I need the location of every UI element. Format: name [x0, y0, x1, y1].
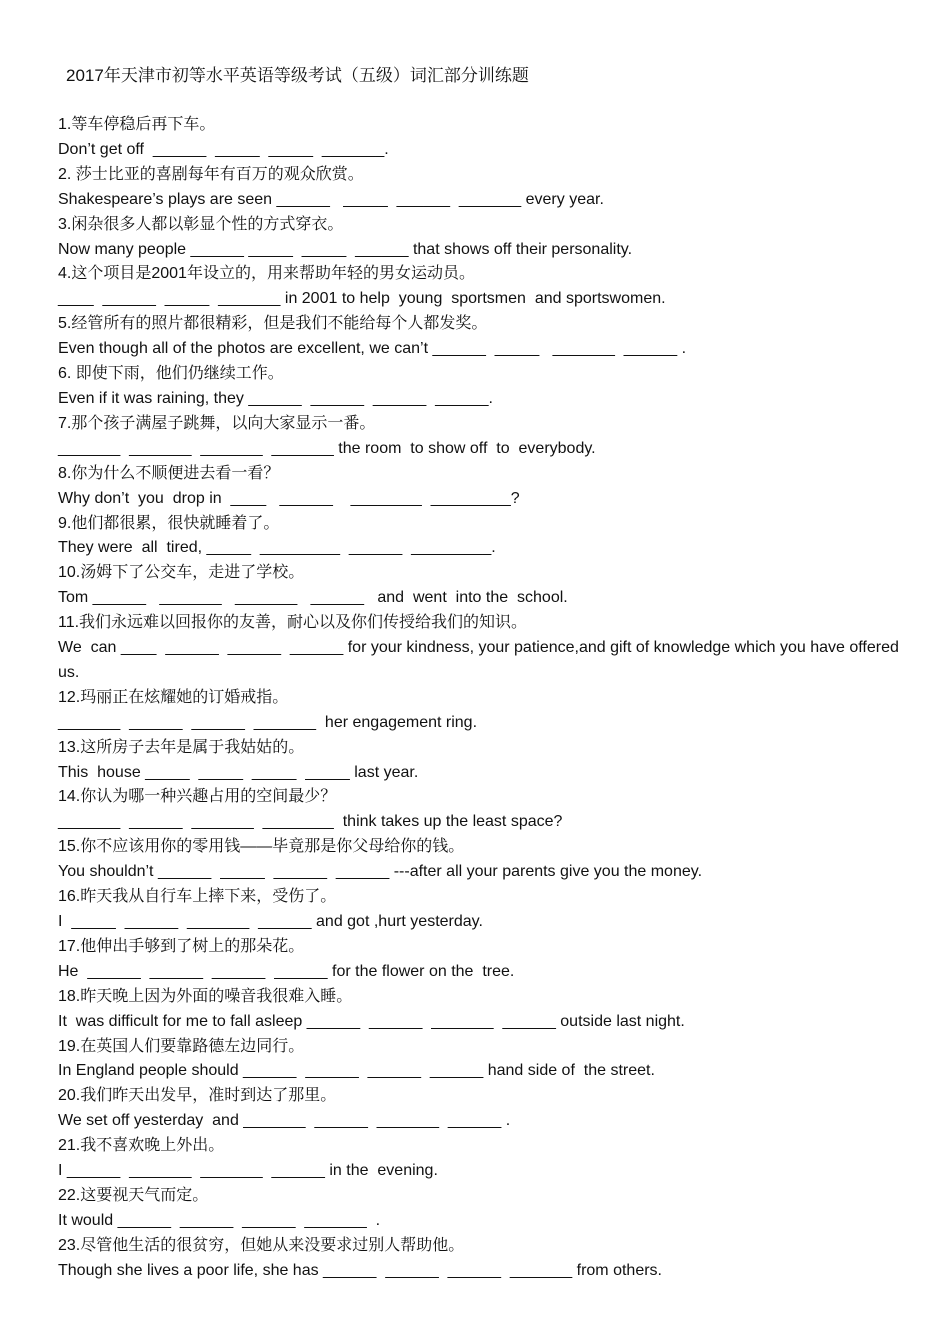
question-item [58, 1035, 908, 1085]
question-item [58, 412, 908, 462]
question-chinese-prompt: 18.昨天晚上因为外面的噪音我很难入睡。 [58, 987, 353, 1005]
question-item [58, 1234, 908, 1284]
question-item [58, 213, 908, 263]
question-english-blank: Shakespeare’s plays are seen ______ _____ ______ _______ every year. [58, 190, 604, 208]
question-item [58, 1184, 908, 1234]
question-chinese-prompt: 21.我不喜欢晚上外出。 [58, 1137, 225, 1155]
question-chinese-prompt: 6. 即使下雨，他们仍继续工作。 [58, 365, 284, 383]
question-item [58, 885, 908, 935]
question-item [58, 785, 908, 835]
question-item [58, 312, 908, 362]
question-english-blank: Though she lives a poor life, she has ______ ______ ______ _______ from others. [58, 1261, 662, 1279]
question-chinese-prompt: 19.在英国人们要靠路德左边同行。 [58, 1037, 305, 1055]
question-english-blank: You shouldn’t ______ _____ ______ ______ ---after all your parents give you the money. [58, 863, 703, 881]
question-item [58, 1134, 908, 1184]
question-english-blank: It would ______ ______ ______ _______ . [58, 1211, 381, 1229]
question-chinese-prompt: 10.汤姆下了公交车，走进了学校。 [58, 564, 305, 582]
question-item [58, 835, 908, 885]
question-english-blank: Now many people ______ _____ _____ ______ that shows off their personality. [58, 240, 633, 258]
question-chinese-prompt: 2. 莎士比亚的喜剧每年有百万的观众欣赏。 [58, 165, 364, 183]
question-item [58, 686, 908, 736]
question-english-blank: Even if it was raining, they ______ ______ ______ ______. [58, 389, 493, 407]
question-item [58, 1084, 908, 1134]
question-chinese-prompt: 17.他伸出手够到了树上的那朵花。 [58, 937, 305, 955]
question-item [58, 611, 908, 686]
question-chinese-prompt: 5.经管所有的照片都很精彩，但是我们不能给每个人都发奖。 [58, 315, 488, 333]
question-english-blank: _______ ______ ______ _______ her engagement ring. [58, 713, 478, 731]
question-chinese-prompt: 9.他们都很累，很快就睡着了。 [58, 514, 280, 532]
question-item [58, 113, 908, 163]
question-item [58, 561, 908, 611]
question-english-blank: Don’t get off ______ _____ _____ _______. [58, 140, 389, 158]
question-item [58, 985, 908, 1035]
question-chinese-prompt: 16.昨天我从自行车上摔下来，受伤了。 [58, 888, 337, 906]
question-english-blank: This house _____ _____ _____ _____ last year. [58, 763, 419, 781]
question-english-blank: It was difficult for me to fall asleep ______ ______ _______ ______ outside last night. [58, 1012, 685, 1030]
question-chinese-prompt: 4.这个项目是2001年设立的，用来帮助年轻的男女运动员。 [58, 265, 475, 283]
question-english-blank: Why don’t you drop in ____ ______ ________ _________? [58, 489, 520, 507]
question-item [58, 262, 908, 312]
question-chinese-prompt: 11.我们永远难以回报你的友善，耐心以及你们传授给我们的知识。 [58, 614, 528, 632]
question-chinese-prompt: 12.玛丽正在炫耀她的订婚戒指。 [58, 688, 289, 706]
question-english-blank: I ______ _______ _______ ______ in the evening. [58, 1162, 438, 1180]
question-chinese-prompt: 1.等车停稳后再下车。 [58, 116, 216, 133]
question-chinese-prompt: 8.你为什么不顺便进去看一看？ [58, 464, 280, 482]
question-item [58, 935, 908, 985]
question-chinese-prompt: 15.你不应该用你的零用钱——毕竟那是你父母给你的钱。 [58, 838, 465, 856]
question-item [58, 736, 908, 786]
question-english-blank: He ______ ______ ______ ______ for the flower on the tree. [58, 962, 515, 980]
question-english-blank: I _____ ______ _______ ______ and got ,hurt yesterday. [58, 913, 483, 930]
question-english-blank: We set off yesterday and _______ ______ _______ ______ . [58, 1112, 511, 1130]
question-english-blank: Tom ______ _______ _______ ______ and went into the school. [58, 589, 568, 607]
question-chinese-prompt: 22.这要视天气而定。 [58, 1186, 209, 1204]
question-item [58, 462, 908, 512]
question-chinese-prompt: 23.尽管他生活的很贫穷，但她从来没要求过别人帮助他。 [58, 1236, 465, 1254]
question-item [58, 163, 908, 213]
question-chinese-prompt: 7.那个孩子满屋子跳舞，以向大家显示一番。 [58, 414, 376, 432]
question-english-blank: Even though all of the photos are excellent, we can’t ______ _____ _______ ______ . [58, 340, 687, 358]
question-chinese-prompt: 13.这所房子去年是属于我姑姑的。 [58, 738, 305, 756]
question-chinese-prompt: 20.我们昨天出发早，准时到达了那里。 [58, 1087, 337, 1105]
question-english-blank: _______ ______ _______ ________ think takes up the least space? [58, 813, 563, 831]
question-item [58, 512, 908, 562]
question-english-blank: _______ _______ _______ _______ the room to show off to everybody. [58, 439, 596, 457]
question-english-blank: They were all tired, _____ _________ ______ _________. [58, 539, 496, 557]
document-title: 2017年天津市初等水平英语等级考试（五级）词汇部分训练题 [66, 66, 529, 85]
question-list [58, 113, 908, 1284]
question-english-blank: ____ ______ _____ _______ in 2001 to help young sportsmen and sportswomen. [58, 290, 666, 308]
question-chinese-prompt: 3.闲杂很多人都以彰显个性的方式穿衣。 [58, 215, 344, 233]
question-item [58, 362, 908, 412]
question-english-blank: We can ____ ______ ______ ______ for your kindness, your patience,and gift of knowledge which you have offered us. [58, 639, 904, 681]
question-english-blank: In England people should ______ ______ ______ ______ hand side of the street. [58, 1062, 655, 1080]
question-chinese-prompt: 14.你认为哪一种兴趣占用的空间最少？ [58, 788, 337, 806]
